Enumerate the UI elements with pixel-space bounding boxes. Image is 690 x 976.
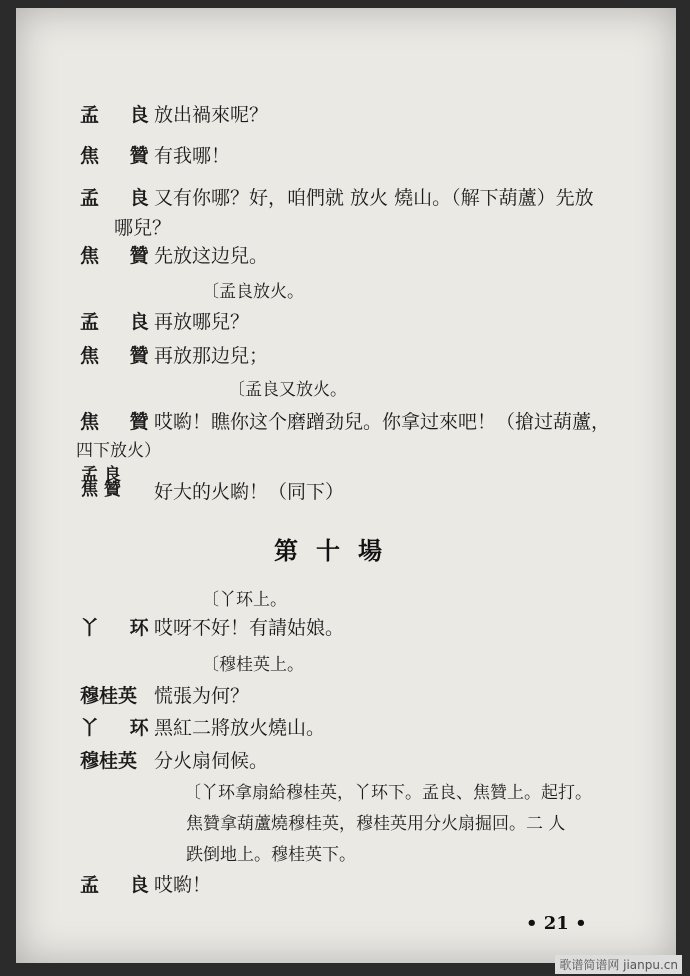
speaker-pair xyxy=(81,465,121,500)
stage-direction: 焦贊拿葫蘆燒穆桂英，穆桂英用分火扇掘回。二 人 xyxy=(186,814,566,834)
dialogue-text: 再放哪兒？ xyxy=(154,311,250,333)
stage-direction: 〔孟良又放火。 xyxy=(228,380,347,400)
dialogue-text: 哪兒？ xyxy=(114,217,172,239)
dialogue-text: 慌張为何？ xyxy=(154,685,250,707)
dialogue-text: 哎喲！瞧你这个磨蹭劲兒。你拿过來吧！（搶过葫蘆， xyxy=(154,411,611,433)
scene-title: 第十場 xyxy=(274,536,400,565)
dialogue-text: 分火扇伺候。 xyxy=(154,750,269,772)
speaker: 孟 良 xyxy=(81,465,121,485)
speaker: 孟 良 xyxy=(80,311,161,333)
dialogue-text: 先放这边兒。 xyxy=(154,245,269,267)
speaker: 穆桂英 xyxy=(80,750,138,772)
speaker: 穆桂英 xyxy=(80,685,138,707)
watermark: 歌谱简谱网 jianpu.cn xyxy=(555,955,682,974)
page-number: • 21 • xyxy=(526,913,587,934)
dialogue-text: 黑紅二將放火燒山。 xyxy=(154,717,326,739)
speaker: 丫 环 xyxy=(80,717,161,739)
speaker: 孟 良 xyxy=(80,104,161,126)
stage-direction: 〔丫环上。 xyxy=(202,590,287,610)
script-page xyxy=(16,8,676,963)
dialogue-text: 又有你哪？好，咱們就 放火 燒山。（解下葫蘆）先放 xyxy=(154,187,594,209)
speaker: 焦 贊 xyxy=(80,345,161,367)
speaker: 丫 环 xyxy=(80,617,161,639)
dialogue-text: 有我哪！ xyxy=(154,145,231,167)
stage-direction: 跌倒地上。穆桂英下。 xyxy=(186,845,356,865)
dialogue-text: 哎喲！ xyxy=(154,874,212,896)
stage-direction: 〔丫环拿扇給穆桂英，丫环下。孟良、焦贊上。起打。 xyxy=(184,783,592,803)
dialogue-text: 好大的火喲！（同下） xyxy=(154,481,345,503)
dialogue-text: 四下放火） xyxy=(76,441,161,461)
speaker: 孟 良 xyxy=(80,187,161,209)
speaker: 焦 贊 xyxy=(80,145,161,167)
speaker: 焦 贊 xyxy=(81,480,121,500)
dialogue-text: 哎呀不好！有請姑娘。 xyxy=(154,617,345,639)
stage-direction: 〔孟良放火。 xyxy=(202,282,304,302)
dialogue-text: 放出禍來呢？ xyxy=(154,104,269,126)
speaker: 焦 贊 xyxy=(80,245,161,267)
speaker: 焦 贊 xyxy=(80,411,161,433)
dialogue-text: 再放那边兒； xyxy=(154,345,269,367)
speaker: 孟 良 xyxy=(80,874,161,896)
stage-direction: 〔穆桂英上。 xyxy=(202,655,304,675)
